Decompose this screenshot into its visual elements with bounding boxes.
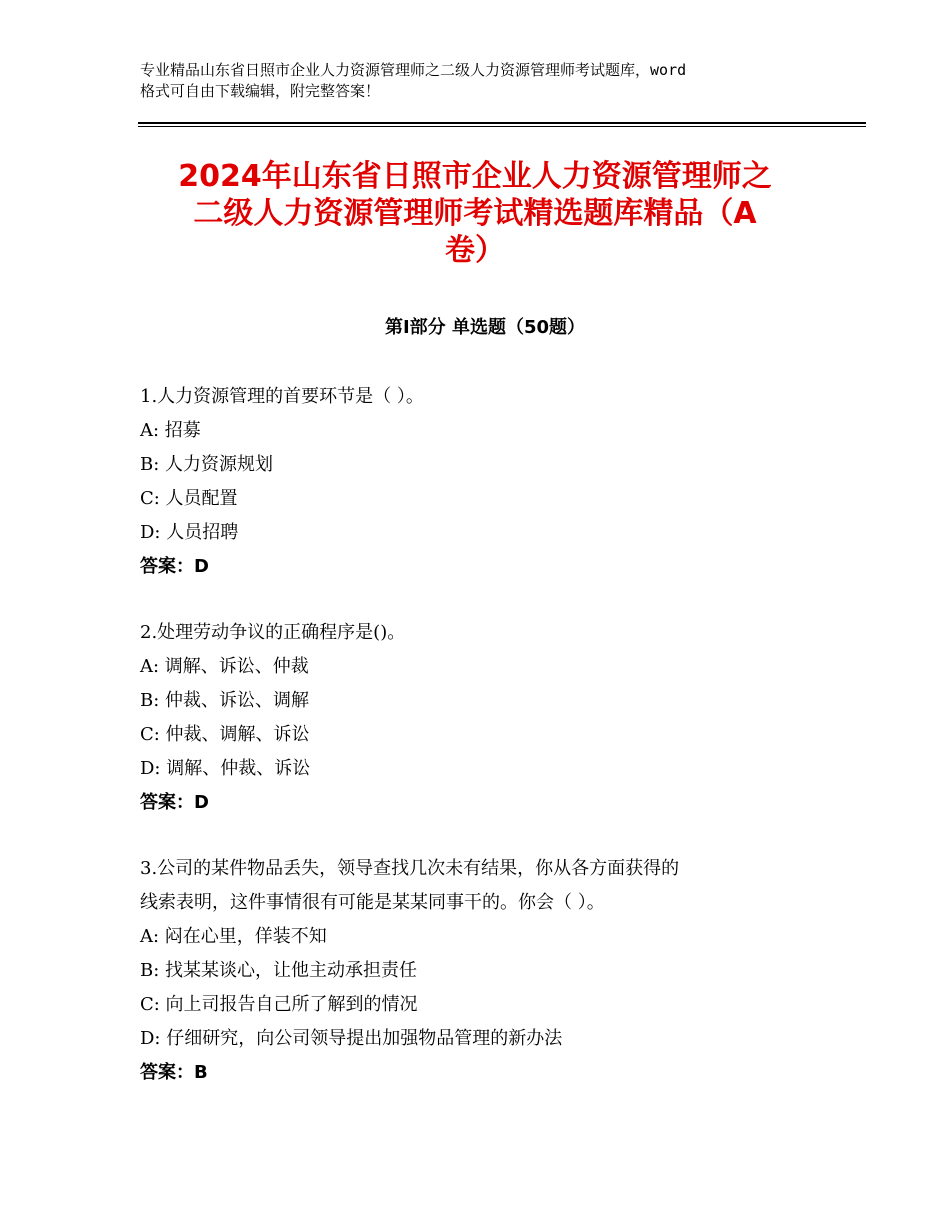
section-title: 第Ⅰ部分 单选题（50题） [384,317,585,338]
header-note [140,60,830,102]
option-d: D: 调解、仲裁、诉讼 [140,758,311,779]
document-title [130,158,820,269]
document-title-line-3: 卷） [445,233,505,268]
option-a: A: 招募 [140,420,201,441]
header-note-line-2: 格式可自由下载编辑，附完整答案！ [140,82,381,100]
option-b: B: 找某某谈心，让他主动承担责任 [140,960,418,981]
question-stem: 1.人力资源管理的首要环节是（ ）。 [140,386,424,407]
document-title-line-2: 二级人力资源管理师考试精选题库精品（A [193,196,757,231]
header-divider-thin [138,126,866,127]
question-3 [140,852,840,1090]
option-d: D: 仔细研究，向公司领导提出加强物品管理的新办法 [140,1028,563,1049]
answer-label: 答案：D [140,792,209,813]
question-stem: 2.处理劳动争议的正确程序是()。 [140,622,406,643]
header-note-line-1: 专业精品山东省日照市企业人力资源管理师之二级人力资源管理师考试题库，word [140,61,687,79]
option-b: B: 人力资源规划 [140,454,274,475]
question-stem-line-1: 3.公司的某件物品丢失，领导查找几次未有结果，你从各方面获得的 [140,858,680,879]
document-title-line-1: 2024年山东省日照市企业人力资源管理师之 [178,159,772,194]
question-stem-line-2: 线索表明，这件事情很有可能是某某同事干的。你会（ ）。 [140,892,605,913]
question-list [140,380,840,1122]
header-divider-thick [138,122,866,124]
option-b: B: 仲裁、诉讼、调解 [140,690,310,711]
question-1 [140,380,840,584]
option-c: C: 仲裁、调解、诉讼 [140,724,310,745]
option-a: A: 调解、诉讼、仲裁 [140,656,309,677]
option-d: D: 人员招聘 [140,522,239,543]
option-c: C: 向上司报告自己所了解到的情况 [140,994,418,1015]
answer-label: 答案：B [140,1062,208,1083]
question-2 [140,616,840,820]
option-c: C: 人员配置 [140,488,238,509]
option-a: A: 闷在心里，佯装不知 [140,926,327,947]
answer-label: 答案：D [140,556,209,577]
